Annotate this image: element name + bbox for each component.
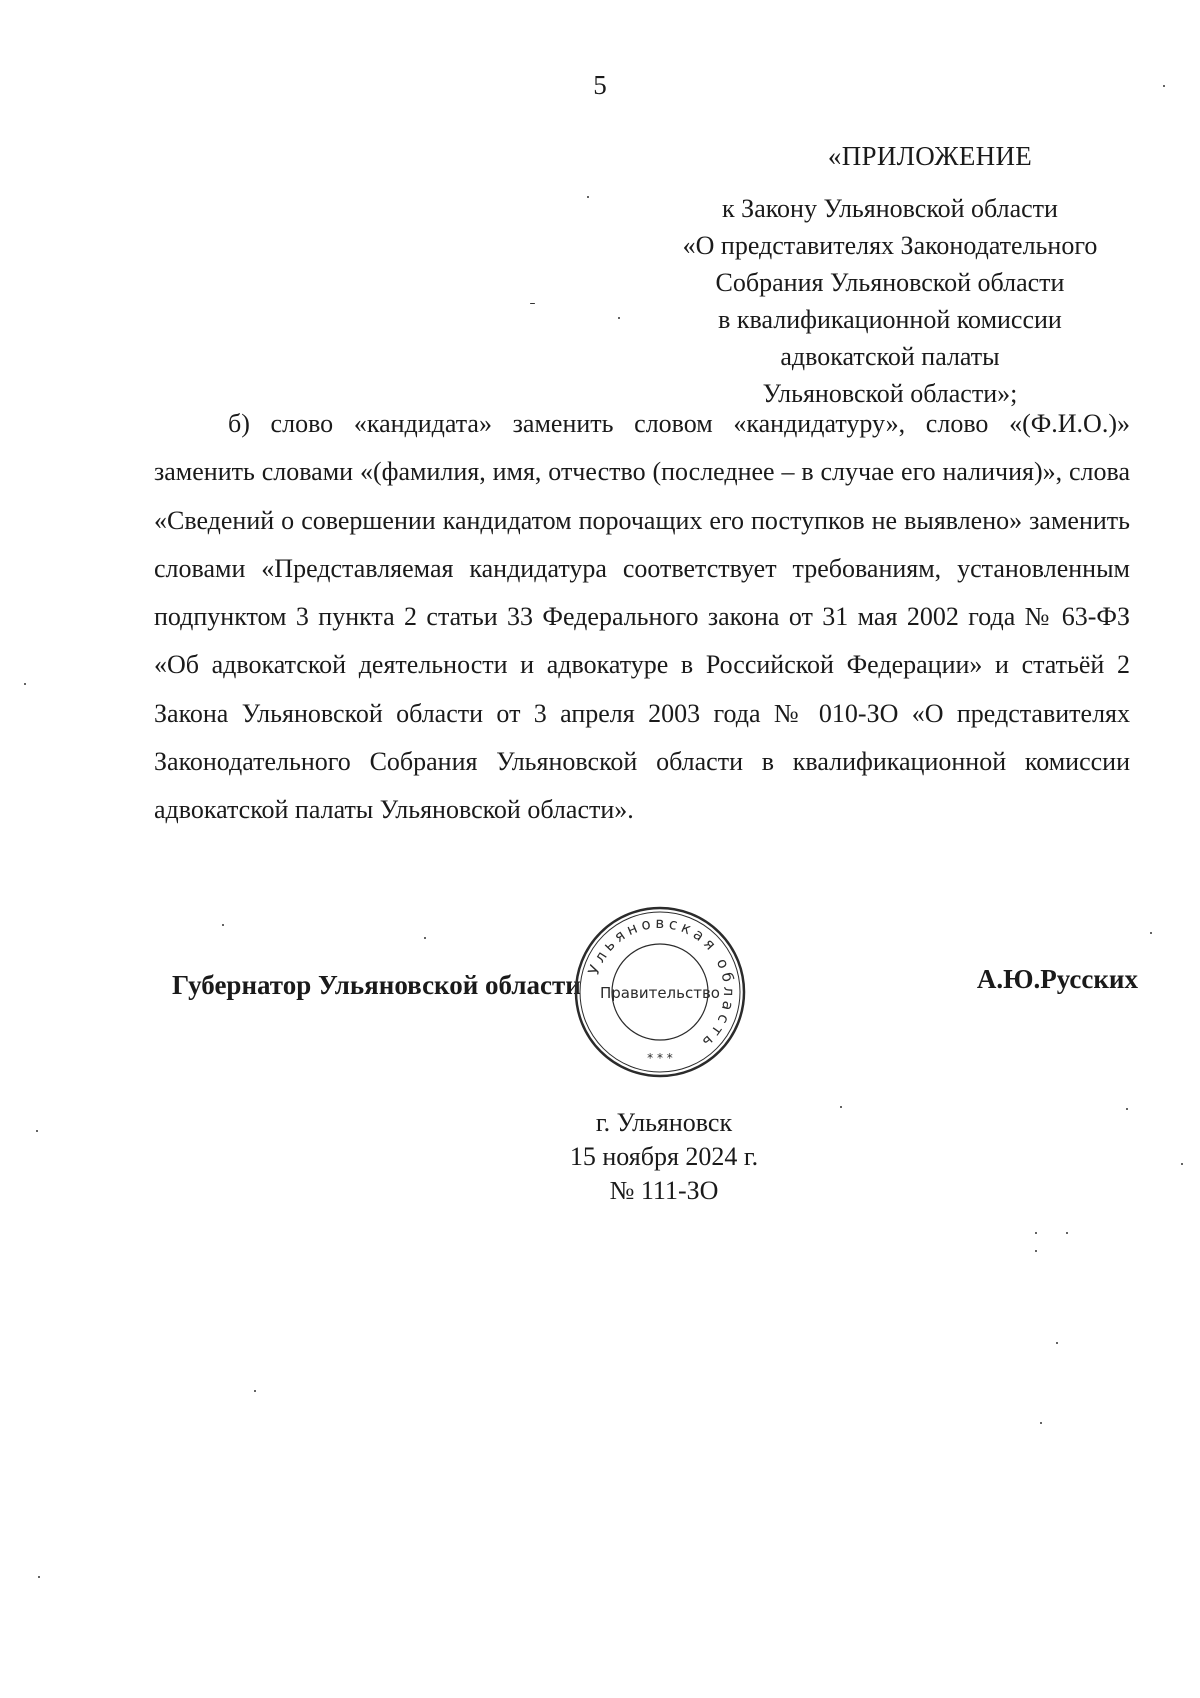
appendix-line: адвокатской палаты — [780, 342, 1000, 371]
scan-speck — [1126, 1108, 1128, 1110]
signatory-name: А.Ю.Русских — [976, 964, 1138, 994]
scan-speck — [24, 683, 26, 685]
scan-speck — [222, 924, 224, 926]
scan-speck — [530, 303, 535, 304]
scan-speck — [254, 1390, 256, 1392]
scan-speck — [1056, 1342, 1058, 1344]
page-number: 5 — [593, 70, 607, 100]
scan-speck — [1040, 1422, 1042, 1424]
appendix-line: «О представителях Законодательного — [682, 231, 1098, 260]
appendix-heading: «ПРИЛОЖЕНИЕ — [827, 141, 1033, 171]
scan-speck — [1150, 932, 1152, 934]
scan-speck — [424, 937, 426, 939]
appendix-line: Собрания Ульяновской области — [715, 268, 1065, 297]
appendix-header — [640, 138, 1140, 412]
date: 15 ноября 2024 г. — [569, 1142, 759, 1171]
scan-speck — [36, 1130, 38, 1132]
scan-speck — [1035, 1250, 1037, 1252]
appendix-line: в квалификационной комиссии — [718, 305, 1062, 334]
appendix-line: Ульяновской области»; — [762, 379, 1018, 408]
scan-speck — [38, 1576, 40, 1578]
scan-speck — [1066, 1232, 1068, 1234]
scan-speck — [840, 1106, 842, 1108]
seal-center-text: Правительство — [600, 984, 720, 1002]
seal-ring-text: Ульяновская область — [584, 913, 739, 1054]
appendix-line: к Закону Ульяновской области — [722, 194, 1058, 223]
body-paragraph: б) слово «кандидата» заменить словом «кандидатуру», слово «(Ф.И.О.)» заменить словами «(фамилия, имя, отчество (последнее – в случае его наличия)», слова «Сведений о совершении кандидатом порочащих его поступков не выявлено» заменить словами «Представляемая кандидатура соответствует требованиям, установленным подпунктом 3 пункта 2 статьи 33 Федерального закона от 31 мая 2002 года № 63-ФЗ «Об адвокатской деятельности и адвокатуре в Российской Федерации» и статьёй 2 Закона Ульяновской области от 3 апреля 2003 года № 010-ЗО «О представителях Законодательного Собрания Ульяновской области в квалификационной комиссии адвокатской палаты Ульяновской области». — [154, 409, 1130, 825]
scan-speck — [587, 196, 589, 198]
official-seal — [572, 904, 748, 1080]
scan-speck — [1181, 1163, 1183, 1165]
scan-speck — [618, 317, 620, 319]
place-date-block — [460, 1106, 868, 1208]
document-number: № 111-ЗО — [609, 1176, 719, 1205]
scan-speck — [1163, 85, 1165, 87]
signatory-position: Губернатор Ульяновской области — [172, 970, 581, 1000]
place: г. Ульяновск — [595, 1108, 733, 1137]
svg-text:* * *: * * * — [647, 1051, 673, 1065]
scan-speck — [1035, 1232, 1037, 1234]
